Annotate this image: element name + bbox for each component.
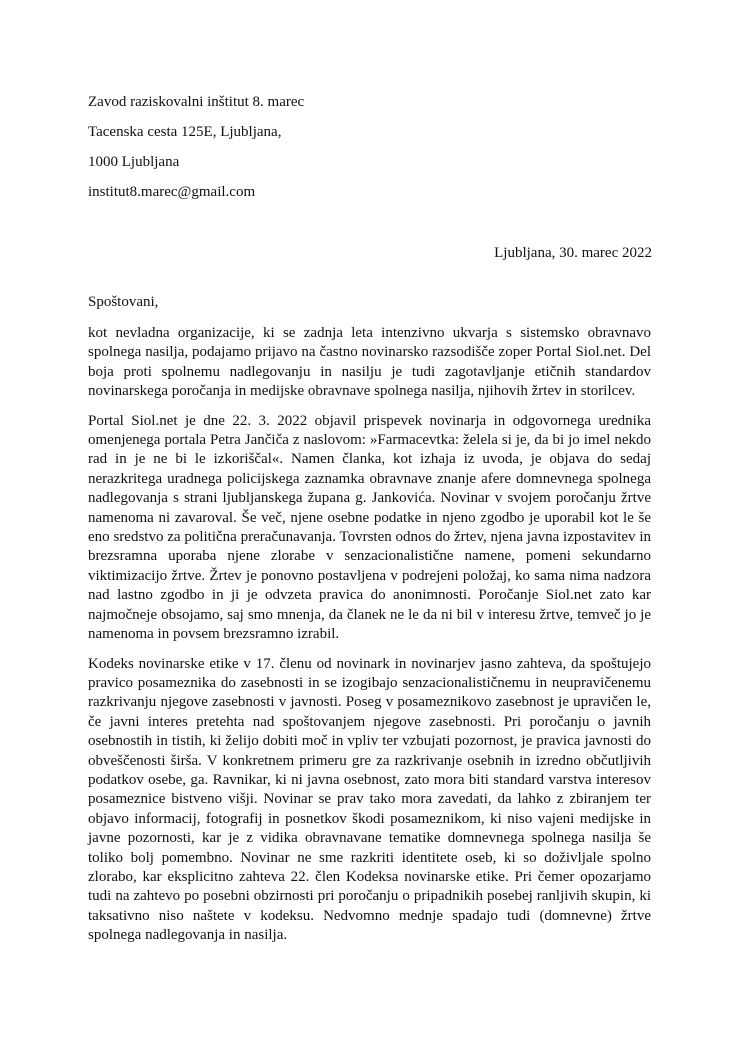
paragraph-intro: kot nevladna organizacije, ki se zadnja leta intenzivno ukvarja s sistemsko obravnavo spolnega nasilja, podajamo prijavo na častno novinarsko razsodišče zoper Portal Siol.net. Del boja proti spolnemu nadlegovanju in nasilju je tudi zagotavljanje etičnih standardov novinarskega poročanja in medijske obravnave spolnega nasilja, njihovih žrtev in storilcev.: [88, 325, 651, 400]
salutation: Spoštovani,: [88, 294, 159, 310]
sender-address-block: [88, 92, 648, 212]
paragraph-code-of-ethics: Kodeks novinarske etike v 17. členu od novinark in novinarjev jasno zahteva, da spoštujejo pravico posameznika do zasebnosti in se izogibajo senzacionalističnemu in neupravičenemu razkrivanju njegove zasebnosti v javnosti. Poseg v posameznikovo zasebnost je upravičen le, če javni interes pretehta nad spoštovanjem njegove zasebnosti. Pri poročanju o javnih osebnostih in tistih, ki želijo dobiti moč in vpliv ter vzbujati pozornost, je pravica javnosti do obveščenosti širša. V konkretnem primeru gre za razkrivanje osebnih in izredno občutljivih podatkov osebe, ga. Ravnikar, ki ni javna osebnost, zato mora biti standard varstva interesov posameznice bistveno višji. Novinar se prav tako mora zavedati, da lahko z zbiranjem ter objavo informacij, fotografij in posnetkov škodi posameznikom, ki niso vajeni medijske in javne pozornosti, kar je z vidika obravnavane tematike domnevnega spolnega nasilja še toliko bolj pomembno. Novinar ne sme razkriti identitete oseb, ki so doživljale spolno zlorabo, kar eksplicitno zahteva 22. člen Kodeksa novinarske etike. Pri čemer opozarjamo tudi na zahtevo po posebni obzirnosti pri poročanju o pripadnikih posebej ranljivih skupin, ki taksativno niso naštete v kodeksu. Nedvomno mednje spadajo tudi (domnevne) žrtve spolnega nadlegovanja in nasilja.: [88, 655, 651, 944]
sender-street: Tacenska cesta 125E, Ljubljana,: [88, 124, 282, 140]
letter-date: Ljubljana, 30. marec 2022: [494, 245, 652, 261]
letter-body: [88, 292, 651, 956]
sender-city: 1000 Ljubljana: [88, 154, 180, 170]
sender-email: institut8.marec@gmail.com: [88, 184, 256, 200]
sender-name: Zavod raziskovalni inštitut 8. marec: [88, 94, 305, 110]
paragraph-article: Portal Siol.net je dne 22. 3. 2022 objavil prispevek novinarja in odgovornega urednika omenjenega portala Petra Jančiča z naslovom: »Farmacevtka: želela si je, da bi jo imel nekdo rad in je ne bi le izkoriščal«. Namen članka, kot izhaja iz uvoda, je objava do sedaj nerazkritega uradnega policijskega zaznamka obravnave znanje afere domnevnega spolnega nadlegovanja s strani ljubljanskega župana g. Jankovića. Novinar v svojem poročanju žrtve namenoma ni zavaroval. Še več, njene osebne podatke in njeno zgodbo je uporabil kot le še eno sredstvo za politična preračunavanja. Tovrsten odnos do žrtev, njena javna izpostavitev in brezsramna uporaba njene zlorabe v senzacionalistične namene, pomeni sekundarno viktimizacijo žrtve. Žrtev je ponovno postavljena v podrejeni položaj, ko sama nima nadzora nad lastno zgodbo in ji je odvzeta pravica do anonimnosti. Poročanje Siol.net zato kar najmočneje obsojamo, saj smo mnenja, da članek ne le da ni bil v interesu žrtve, temveč jo je namenoma in povsem brezsramno izrabil.: [88, 412, 651, 643]
